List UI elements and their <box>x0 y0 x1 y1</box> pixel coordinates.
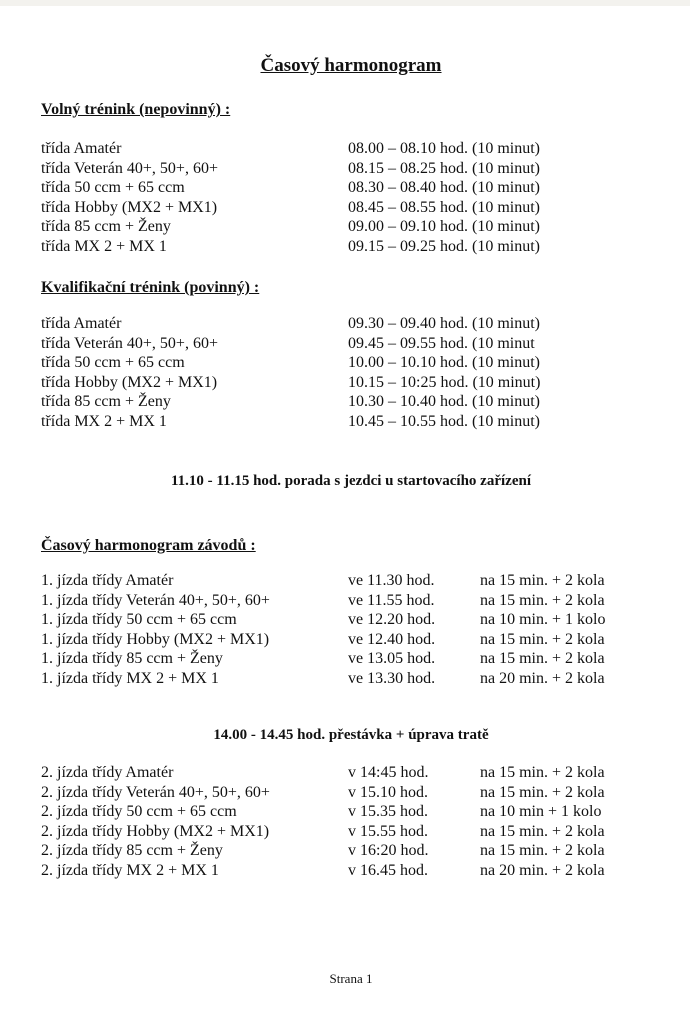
class-name: třída MX 2 + MX 1 <box>41 412 167 430</box>
race-start: ve 11.30 hod. <box>348 572 435 589</box>
schedule-row <box>41 139 641 159</box>
time-slot: 08.30 – 08.40 hod. (10 minut) <box>348 179 540 197</box>
race2-list <box>41 763 641 881</box>
race-name: 1. jízda třídy Veterán 40+, 50+, 60+ <box>41 591 270 609</box>
break-notice: 14.00 - 14.45 hod. přestávka + úprava tratě <box>213 727 489 743</box>
class-name: třída Hobby (MX2 + MX1) <box>41 198 218 216</box>
time-slot: 10.30 – 10.40 hod. (10 minut) <box>348 393 540 411</box>
riders-meeting-notice: 11.10 - 11.15 hod. porada s jezdci u startovacího zařízení <box>171 473 531 489</box>
time-slot: 09.45 – 09.55 hod. (10 minut <box>348 334 535 352</box>
time-slot: 10.00 – 10.10 hod. (10 minut) <box>348 354 540 372</box>
qualifying-list <box>41 314 641 432</box>
race-name: 1. jízda třídy MX 2 + MX 1 <box>41 669 219 687</box>
time-slot: 09.00 – 09.10 hod. (10 minut) <box>348 218 540 236</box>
schedule-row <box>41 353 641 373</box>
class-name: třída 85 ccm + Ženy <box>41 393 171 411</box>
race-name: 2. jízda třídy MX 2 + MX 1 <box>41 861 219 879</box>
class-name: třída Amatér <box>41 315 122 332</box>
page-title: Časový harmonogram <box>260 55 442 76</box>
time-slot: 10.45 – 10.55 hod. (10 minut) <box>348 412 540 430</box>
qualifying-heading: Kvalifikační trénink (povinný) : <box>41 279 260 296</box>
schedule-row <box>41 159 641 179</box>
race-schedule-heading: Časový harmonogram závodů : <box>41 537 256 554</box>
race-duration: na 15 min. + 2 kola <box>480 783 605 801</box>
time-slot: 10.15 – 10:25 hod. (10 minut) <box>348 373 541 391</box>
race-row <box>41 669 641 689</box>
race-start: v 15.55 hod. <box>348 822 428 840</box>
race-name: 1. jízda třídy 85 ccm + Ženy <box>41 650 223 668</box>
class-name: třída 85 ccm + Ženy <box>41 218 171 236</box>
race1-list <box>41 571 641 689</box>
race-start: v 15.10 hod. <box>348 783 428 801</box>
race-row <box>41 822 641 842</box>
class-name: třída Hobby (MX2 + MX1) <box>41 373 218 391</box>
race-duration: na 15 min. + 2 kola <box>480 630 605 648</box>
race-duration: na 15 min. + 2 kola <box>480 591 605 609</box>
schedule-row <box>41 237 641 257</box>
race-row <box>41 591 641 611</box>
schedule-row <box>41 198 641 218</box>
race-name: 1. jízda třídy Hobby (MX2 + MX1) <box>41 630 270 648</box>
race-name: 2. jízda třídy Veterán 40+, 50+, 60+ <box>41 783 270 801</box>
race-row <box>41 610 641 630</box>
class-name: třída Amatér <box>41 140 122 157</box>
schedule-row <box>41 334 641 354</box>
race-start: ve 12.40 hod. <box>348 630 436 648</box>
time-slot: 09.30 – 09.40 hod. (10 minut) <box>348 315 540 332</box>
page-top-strip <box>0 0 690 6</box>
class-name: třída Veterán 40+, 50+, 60+ <box>41 334 218 352</box>
race-duration: na 15 min. + 2 kola <box>480 822 605 840</box>
race-name: 2. jízda třídy 85 ccm + Ženy <box>41 842 223 860</box>
race-name: 1. jízda třídy 50 ccm + 65 ccm <box>41 611 237 629</box>
race-row <box>41 763 641 783</box>
time-slot: 08.45 – 08.55 hod. (10 minut) <box>348 198 540 216</box>
race-start: ve 13.30 hod. <box>348 669 436 687</box>
race-name: 1. jízda třídy Amatér <box>41 572 174 589</box>
race-start: v 16:20 hod. <box>348 842 429 860</box>
race-duration: na 10 min. + 1 kolo <box>480 611 606 629</box>
race-duration: na 15 min. + 2 kola <box>480 764 605 781</box>
schedule-row <box>41 217 641 237</box>
schedule-row <box>41 178 641 198</box>
race-start: v 14:45 hod. <box>348 764 429 781</box>
class-name: třída Veterán 40+, 50+, 60+ <box>41 159 218 177</box>
race-row <box>41 802 641 822</box>
schedule-row <box>41 412 641 432</box>
race-row <box>41 841 641 861</box>
race-duration: na 10 min + 1 kolo <box>480 803 602 821</box>
race-row <box>41 783 641 803</box>
race-duration: na 15 min. + 2 kola <box>480 572 605 589</box>
race-start: v 15.35 hod. <box>348 803 428 821</box>
time-slot: 08.00 – 08.10 hod. (10 minut) <box>348 140 540 157</box>
time-slot: 09.15 – 09.25 hod. (10 minut) <box>348 237 540 255</box>
race-name: 2. jízda třídy Hobby (MX2 + MX1) <box>41 822 270 840</box>
schedule-row <box>41 373 641 393</box>
class-name: třída MX 2 + MX 1 <box>41 237 167 255</box>
race-start: v 16.45 hod. <box>348 861 428 879</box>
free-training-list <box>41 139 641 257</box>
race-duration: na 15 min. + 2 kola <box>480 842 605 860</box>
race-row <box>41 861 641 881</box>
class-name: třída 50 ccm + 65 ccm <box>41 354 185 372</box>
race-start: ve 11.55 hod. <box>348 591 435 609</box>
race-name: 2. jízda třídy 50 ccm + 65 ccm <box>41 803 237 821</box>
race-row <box>41 630 641 650</box>
race-name: 2. jízda třídy Amatér <box>41 764 174 781</box>
page-number: Strana 1 <box>329 971 373 986</box>
race-duration: na 20 min. + 2 kola <box>480 669 605 687</box>
race-start: ve 12.20 hod. <box>348 611 436 629</box>
class-name: třída 50 ccm + 65 ccm <box>41 179 185 197</box>
free-training-heading: Volný trénink (nepovinný) : <box>41 101 231 118</box>
race-start: ve 13.05 hod. <box>348 650 436 668</box>
time-slot: 08.15 – 08.25 hod. (10 minut) <box>348 159 540 177</box>
schedule-row <box>41 392 641 412</box>
race-duration: na 15 min. + 2 kola <box>480 650 605 668</box>
race-row <box>41 649 641 669</box>
schedule-row <box>41 314 641 334</box>
race-row <box>41 571 641 591</box>
race-duration: na 20 min. + 2 kola <box>480 861 605 879</box>
